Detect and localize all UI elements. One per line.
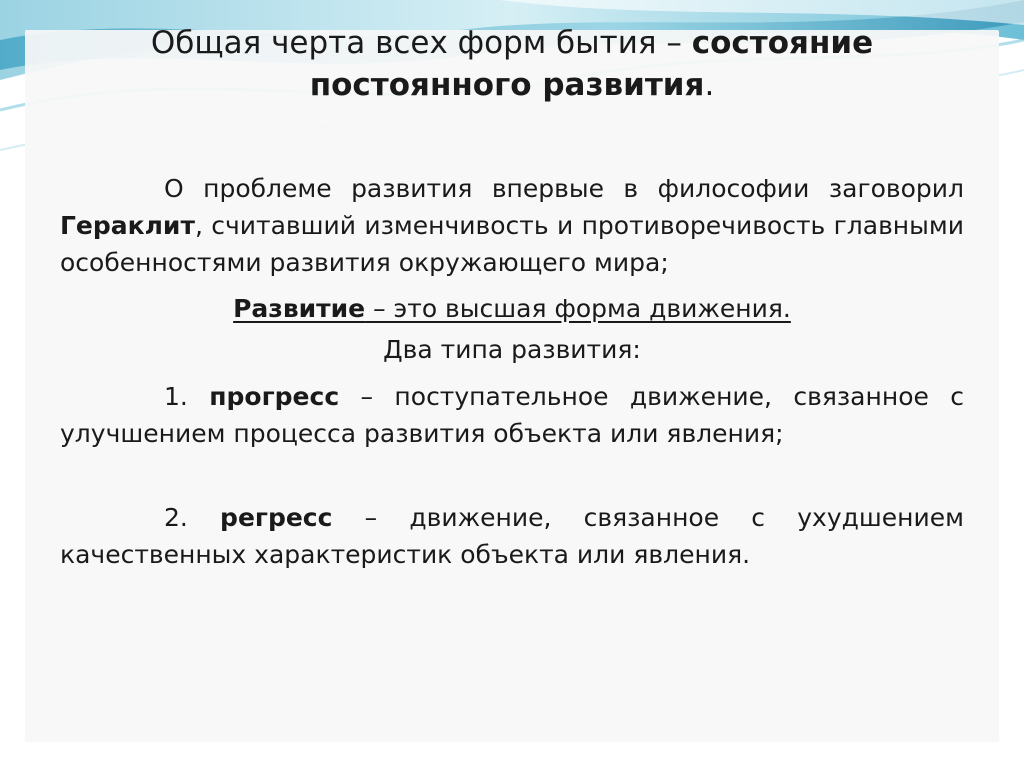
definition-line — [60, 290, 964, 327]
types-heading: Два типа развития: — [383, 335, 641, 364]
slide-title — [60, 22, 964, 106]
title-text: Общая черта всех форм бытия – — [150, 25, 692, 61]
item-number: 1. — [164, 382, 210, 411]
regress-term: регресс — [220, 503, 333, 532]
regress-item — [60, 499, 964, 573]
progress-term: прогресс — [209, 382, 340, 411]
heraclitus-name: Гераклит — [60, 211, 195, 240]
definition-text: – это высшая форма движения. — [365, 294, 791, 323]
paragraph-text-rest: , считавший изменчивость и противоречивость главными особенностями развития окружающего мира; — [60, 211, 964, 277]
heraclitus-paragraph — [60, 170, 964, 281]
regress-text: – движение, связанное с ухудшением качественных характеристик объекта или явления. — [60, 503, 964, 569]
paragraph-text: О проблеме развития впервые в философии заговорил — [164, 174, 964, 203]
item-number: 2. — [164, 503, 221, 532]
progress-item — [60, 378, 964, 452]
slide-body — [60, 170, 964, 573]
progress-text: – поступательное движение, связанное с улучшением процесса развития объекта или явления; — [60, 382, 964, 448]
definition-term: Развитие — [233, 294, 366, 323]
title-bold-text: состояние постоянного развития — [309, 25, 874, 103]
title-end: . — [704, 67, 715, 103]
